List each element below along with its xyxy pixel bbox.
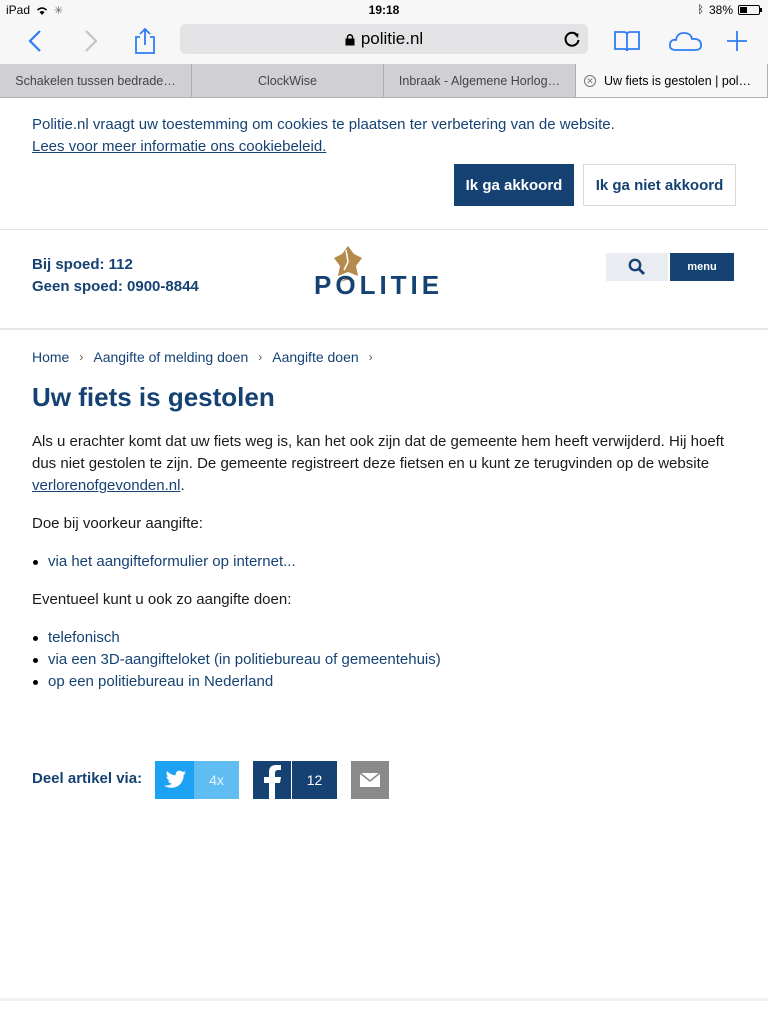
online-form-link[interactable]: via het aangifteformulier op internet... xyxy=(48,553,296,570)
breadcrumb-aangifte-melding[interactable]: Aangifte of melding doen xyxy=(93,349,249,365)
chevron-right-icon xyxy=(84,29,98,53)
tab-uw-fiets-active[interactable] xyxy=(576,64,768,97)
list-item[interactable] xyxy=(32,671,732,693)
facebook-icon-wrap xyxy=(253,761,292,799)
preferred-heading: Doe bij voorkeur aangifte: xyxy=(32,515,203,532)
url-text: politie.nl xyxy=(360,29,424,48)
alternative-list xyxy=(32,627,732,693)
browser-toolbar xyxy=(0,20,768,64)
breadcrumb-separator-icon: › xyxy=(79,350,84,364)
3d-loket-link[interactable]: via een 3D-aangifteloket (in politiebureau of gemeentehuis) xyxy=(48,651,441,668)
bookmarks-button[interactable] xyxy=(610,24,644,58)
share-label: Deel artikel via: xyxy=(32,770,143,787)
search-button[interactable] xyxy=(606,253,668,281)
non-emergency-number: Geen spoed: 0900-8844 xyxy=(32,278,199,295)
phone-link[interactable]: telefonisch xyxy=(48,629,120,646)
facebook-share-button[interactable] xyxy=(253,761,337,799)
accept-cookies-button[interactable]: Ik ga akkoord xyxy=(454,164,574,206)
cookie-banner xyxy=(0,98,768,230)
back-button[interactable] xyxy=(18,24,52,58)
intro-text: Als u erachter komt dat uw fiets weg is, kan het ook zijn dat de gemeente hem heeft verwijderd. Hij hoeft dus niet gestolen te zijn. De gemeente registreert deze fietsen en u kunt ze terugvinden op de website xyxy=(32,433,725,472)
breadcrumb-aangifte-doen[interactable]: Aangifte doen xyxy=(272,349,359,365)
twitter-icon xyxy=(163,770,187,790)
mail-icon xyxy=(360,773,380,787)
icloud-tabs-button[interactable] xyxy=(666,24,706,58)
device-name: iPad xyxy=(6,3,31,17)
list-item[interactable] xyxy=(32,649,732,671)
tab-clockwise[interactable] xyxy=(192,64,384,97)
address-bar[interactable] xyxy=(180,24,588,54)
breadcrumb xyxy=(32,349,373,365)
preferred-list xyxy=(32,551,732,573)
battery-icon xyxy=(738,5,760,15)
tab-label: Inbraak - Algemene Horlog… xyxy=(398,73,561,88)
menu-button[interactable]: menu xyxy=(670,253,734,281)
politie-logo[interactable] xyxy=(314,244,454,300)
book-icon xyxy=(613,29,641,53)
facebook-icon xyxy=(262,765,282,799)
new-tab-button[interactable] xyxy=(720,24,754,58)
twitter-share-button[interactable] xyxy=(155,761,239,799)
cookie-policy-link[interactable]: Lees voor meer informatie ons cookiebeleid. xyxy=(32,138,327,155)
page-title: Uw fiets is gestolen xyxy=(32,382,275,412)
intro-end: . xyxy=(180,477,185,494)
clock: 19:18 xyxy=(368,3,400,17)
battery-percentage: 38% xyxy=(708,3,733,17)
police-station-link[interactable]: op een politiebureau in Nederland xyxy=(48,673,274,690)
intro-paragraph xyxy=(32,431,732,497)
tab-label: ClockWise xyxy=(257,73,318,88)
reload-icon[interactable] xyxy=(562,29,582,49)
logo-text: POLITIE xyxy=(314,270,444,300)
list-item[interactable] xyxy=(32,551,732,573)
breadcrumb-separator-icon: › xyxy=(258,350,263,364)
site-header xyxy=(0,232,768,330)
footer-divider xyxy=(0,998,768,1001)
facebook-count: 12 xyxy=(292,761,337,799)
breadcrumb-home[interactable]: Home xyxy=(32,349,70,365)
activity-icon: ✳ xyxy=(54,4,64,17)
decline-cookies-button[interactable]: Ik ga niet akkoord xyxy=(583,164,736,206)
twitter-icon-wrap xyxy=(155,761,194,799)
emergency-number: Bij spoed: 112 xyxy=(32,256,133,273)
tab-schakelen[interactable] xyxy=(0,64,192,97)
bluetooth-icon: ᛒ xyxy=(697,4,704,16)
tab-label: Uw fiets is gestolen | pol… xyxy=(604,73,752,88)
chevron-left-icon xyxy=(28,29,42,53)
plus-icon xyxy=(726,30,748,52)
forward-button[interactable] xyxy=(74,24,108,58)
search-icon xyxy=(628,258,646,276)
status-bar xyxy=(0,0,768,20)
battery-fill xyxy=(740,7,747,13)
lock-icon xyxy=(345,33,355,46)
breadcrumb-separator-icon: › xyxy=(368,350,373,364)
tab-bar xyxy=(0,64,768,98)
tab-label: Schakelen tussen bedrade… xyxy=(15,73,176,88)
cloud-icon xyxy=(668,30,704,52)
alternative-heading: Eventueel kunt u ook zo aangifte doen: xyxy=(32,591,292,608)
verlorenofgevonden-link[interactable]: verlorenofgevonden.nl xyxy=(32,477,181,494)
cookie-message: Politie.nl vraagt uw toestemming om cookies te plaatsen ter verbetering van de website. xyxy=(32,116,615,133)
twitter-count: 4x xyxy=(194,761,239,799)
email-share-button[interactable] xyxy=(351,761,389,799)
close-tab-icon[interactable]: ✕ xyxy=(584,75,596,87)
tab-inbraak[interactable] xyxy=(384,64,576,97)
share-button[interactable] xyxy=(128,24,162,58)
share-icon xyxy=(134,27,156,55)
list-item[interactable] xyxy=(32,627,732,649)
